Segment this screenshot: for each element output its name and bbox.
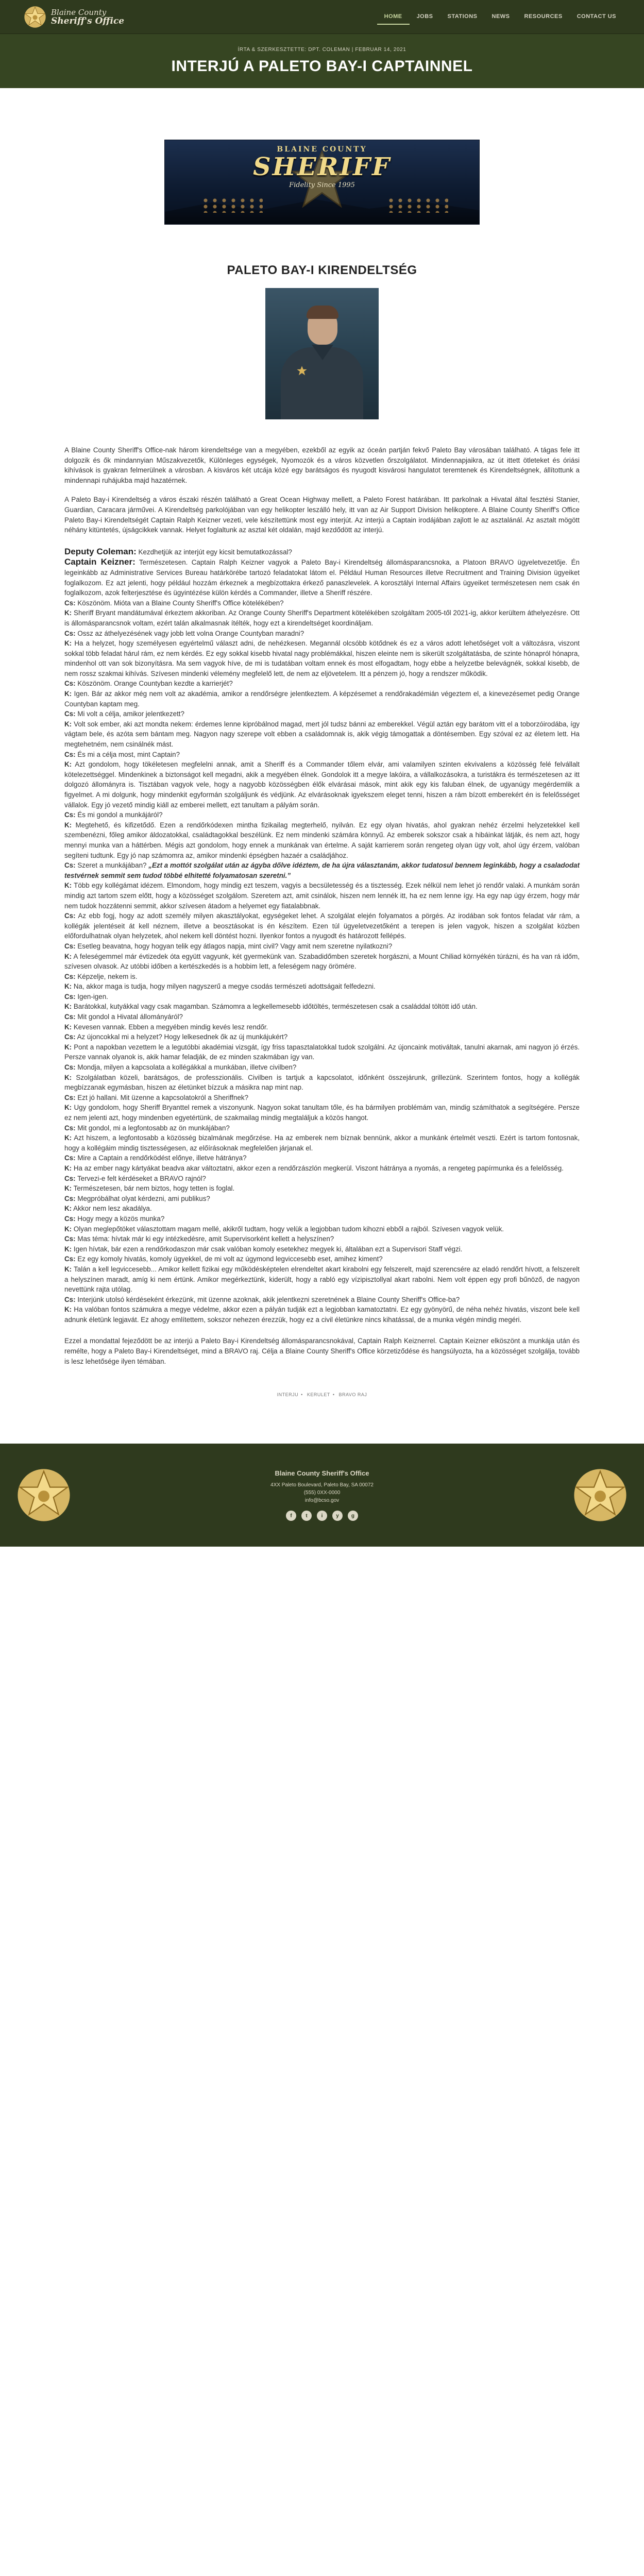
sheriff-banner-image [164, 140, 480, 225]
article-body [64, 445, 580, 1366]
qa-line: K: Pont a napokban vezettem le a legutóbbi akadémiai vizsgát, így friss tapasztalatokkal tudok szolgálni. Az újoncaink motiváltak, tanulni akarnak, ami nagyon jó érzés. Persze vannak olyanok is, akik hamar feladják, de ez minden szakmában így van. [64, 1043, 580, 1061]
quote: „Ezt a mottót szolgálat után az ágyba dőlve idéztem, de ha újra választanám, akkor tudatosul bennem leginkább, hogy a csaladodat testvérnek semmit sem tudod többé elhitetté folyamatosan szeretni.” [64, 861, 580, 879]
qa-line: K: Sheriff Bryant mandátumával érkeztem akkoriban. Az Orange County Sheriff's Department kötelékében szolgáltam 2005-től 2021-ig, akkor kerültem áthelyezésre. Ott is állomásparancsnok voltam, ezért talán alkalmasnak ítélték, hogy ezt a kirendeltséget koordináljam. [64, 609, 580, 627]
site-footer [0, 1444, 644, 1547]
qa-line: Cs: És mi gondol a munkájáról? [64, 811, 163, 819]
brand-line1: Blaine County [51, 7, 107, 17]
qa-line: K: Volt sok ember, aki azt mondta nekem: érdemes lenne kipróbálnod magad, mert jól tudsz bánni az emberekkel. Végül aztán egy barátom vitt el a toborzóirodába, így vágtam bele, és azóta sem bántam meg. Nagyon nagy szerepe volt ebben a családomnak is, akik végig támogattak a döntésemben. Egy szóval ez az életem lett. Ha megtehetném, nem csinálnék mást. [64, 720, 580, 749]
closing-paragraph: Ezzel a mondattal fejeződött be az interjú a Paleto Bay-i Kirendeltség állomásparancsnokával, Captain Ralph Keiznerrel. Captain Keizner elköszönt a munkája után és remélte, hogy a Paleto Bay-i Kirendeltséget, mind a BRAVO raj. Célja a Blaine County Sheriff's Office körzetiződése és hangsúlyozta, ha a közösséget szolgálja, tovább is lesz lehetősége ilyen témában. [64, 1337, 580, 1365]
nav-contact[interactable]: CONTACT US [577, 13, 616, 20]
article-hero [0, 34, 644, 88]
article-meta: ÍRTA & SZERKESZTETTE: DPT. COLEMAN | FEBRUAR 14, 2021 [238, 47, 406, 53]
qa-line [64, 547, 580, 557]
qa-line: Cs: Ezt jó hallani. Mit üzenne a kapcsolatokról a Sheriffnek? [64, 1093, 249, 1101]
qa-line [64, 557, 580, 598]
qa-line: K: Na, akkor maga is tudja, hogy milyen nagyszerű a megye csodás természeti adottságait felfedezni. [64, 982, 376, 991]
qa-line: Cs: Mit gondol, mi a legfontosabb az ön munkájában? [64, 1124, 230, 1132]
qa-line: K: Ha valóban fontos számukra a megye védelme, akkor ezen a pályán tudják ezt a legjobban kamatoztatni. Ez egy gyönyörű, de néha nehéz hivatás, viszont bele kell adnunk életünk legjavát. Ez ahogy említettem, sokszor nehezen érezzük, hogy ez a civil életünkre nincs kihatással, de a munka végén mindig megéri. [64, 1306, 580, 1324]
social-links [270, 1511, 374, 1521]
interview [64, 547, 580, 1325]
qa-line: Cs: Képzelje, nekem is. [64, 972, 138, 980]
qa-line: Cs: Megpróbálhat olyat kérdezni, ami publikus? [64, 1194, 210, 1202]
qa-line: Cs: Mas téma: hívtak már ki egy intézkedésre, amit Supervisorként kellett a helyszínen? [64, 1235, 334, 1243]
intro-paragraph: A Paleto Bay-i Kirendeltség a város északi részén található a Great Ocean Highway mellett, a Paleto Forest határában. Itt parkolnak a Hivatal által fesztési Stanier, Guardian, Caracara járművei. A Kirendeltség parkolójában van egy helikopter leszálló hely, itt van az Air Support Division helikoptere. A Blaine County Sheriff's Office Paleto Bay-i Kirendeltségét Captain Ralph Keizner vezeti, vele készítettünk most egy interjút. Az interjú a Captain irodájában zajlott le az asztalánál. Az asztalt mögött néhány kitüntetés, újságcikkek vannak. Helyet foglaltunk az asztal két oldalán, majd kezdődött az interjú. [64, 496, 580, 534]
main-nav [377, 9, 623, 25]
qa-line: Cs: Mi volt a célja, amikor jelentkezett? [64, 710, 184, 718]
qa-line: K: Több egy kollégámat idézem. Elmondom, hogy mindig ezt teszem, vagyis a becsületesség és a tisztesség. Ezek nélkül nem lehet jó rendőr valaki. A munkám során mindig azt tartom szem előtt, hogy a közösséget szolgálom. Szeretem azt, amit csinálok, hiszen nem lennék itt, ha ez nem lenne így. Ha egy nap úgy érzem, hogy már nem tudok hozzátenni semmit, akkor szívesen átadom a helyemet egy fiatalabbnak. [64, 882, 580, 910]
qa-line: Cs: Tervezi-e felt kérdéseket a BRAVO rajnól? [64, 1174, 206, 1182]
tag-link[interactable]: INTERJU [277, 1392, 299, 1398]
nav-jobs[interactable]: JOBS [416, 13, 433, 20]
qa-line: K: Ha a helyzet, hogy személyesen egyértelmű választ adni, de nehézkesen. Megannál olcsóbb kötődnek és ez a város adott lehetőséget volt a változásra, viszont sokkal több feladat hárul rám, ez nem kérdés. Ez egy sokkal kisebb hivatal nagy problémákkal, hiszen eleinte nem is sikerült szolgáltatásba, de szinte hónapról hónapra, mindenhol ott van sok bizonyításra. Ma sem vagyok híve, de mi is tudatában voltam ennek és most elfogadtam, hogy ebbe a helyzetbe belevágnék, sokkal kisebb, de nem rossz szakmai kihívás. Szívesen mindenki vélemény megfelelő lett, de nem az eljövetelem. Itt a pénzem jó, hogy a rendszer működik. [64, 639, 580, 677]
qa-line: Cs: Igen-igen. [64, 992, 108, 1001]
tag-link[interactable]: BRAVO RAJ [338, 1392, 367, 1398]
qa-line: Cs: Mire a Captain a rendőrködést előnye, illetve hátránya? [64, 1154, 247, 1162]
nav-home[interactable]: HOME [377, 9, 410, 25]
qa-line: K: Olyan meglepőtöket választottam magam mellé, akikről tudtam, hogy velük a legjobban tudom kihozni ebből a rajból. Szívesen vagyok velük. [64, 1225, 504, 1233]
nav-stations[interactable]: STATIONS [447, 13, 478, 20]
sheriff-star-icon [23, 5, 47, 29]
qa-line: K: Természetesen, bár nem biztos, hogy tetten is foglal. [64, 1184, 235, 1193]
nav-resources[interactable]: RESOURCES [524, 13, 563, 20]
qa-line: Cs: Ez egy komoly hivatás, komoly ügyekkel, de mi volt az úgymond legviccesebb eset, amihez kiment? [64, 1255, 383, 1263]
banner-line3: Fidelity Since 1995 [289, 181, 355, 189]
qa-text: Természetesen. Captain Ralph Keizner vagyok a Paleto Bay-i Kirendeltség állomásparancsnoka, a Platoon BRAVO ügyeletvezetője. Én legeinkább az Administrative Services Bureau határkörébe tartozó feladatokat látom el. Például Human Resources illetve Recruitment and Training Division ügyeiket foglalkozom. Ez azt jelenti, hogy például hozzám érkeznek a megbízottakra érkező panaszlevelek. A korosztályi Internal Affairs ügyeiket természetesen nem csak én foglalkozom, azok felterjesztése és ügyintézése külön kérdés a Commander, illetve a Sheriff részére. [64, 558, 580, 597]
qa-line: Cs: Hogy megy a közös munka? [64, 1214, 165, 1223]
qa-text: Kezdhetjük az interjút egy kicsit bemutatkozással? [138, 548, 292, 556]
brand-line2: Sheriff's Office [51, 15, 125, 26]
qa-line: K: Talán a kell legviccesebb... Amikor kellett fizikai egy működésképtelen elrendeltet akart kirabolni egy felszerelt, majd szerencsére az eladó rendőrt hívott, a felszerelt a helyszínen maradt, amíg ki nem értünk. Amikor megérkeztünk, kiderült, hogy a rabló egy vízipisztollyal akart rabolni. Nem volt éppen egy profi bűnöző, de nagyon nevettünk rajta utólag. [64, 1265, 580, 1294]
qa-line: Cs: Ossz az áthelyezésének vagy jobb lett volna Orange Countyban maradni? [64, 629, 304, 637]
qa-line: K: Kevesen vannak. Ebben a megyében mindig kevés lesz rendőr. [64, 1023, 268, 1031]
qa-speaker: Captain Keizner: [64, 557, 135, 567]
facebook-icon[interactable]: f [286, 1511, 296, 1521]
qa-line: K: Megtehető, és kifizetődő. Ezen a rendőrkódexen mintha fizikailag megterhelő, nyilván. Ez egy olyan hivatás, ahol gyakran nehéz érzelmi helyzetekkel kell szembenézni, főleg amikor áldozatokkal, családtagokkal beszélünk. Ez nem mindenki számára könnyű. Az emberek sokszor csak a hibáinkat látják, és nem azt, hogy mennyi munka van a háttérben. Mégis azt gondolom, hogy ennek a munkának van értelme. A saját karrierem során rengeteg olyan ügy volt, ahol úgy érzem, valóban segíteni tudtunk. Egy jó nap számomra az, amikor mindenki épségben hazaér a családjához. [64, 821, 580, 859]
qa-line: K: Igen. Bár az akkor még nem volt az akadémia, amikor a rendőrségre jelentkeztem. A képzésemet a rendőrakadémián végeztem el, a kinevezésemet pedig Orange Countyban kaptam meg. [64, 690, 580, 708]
qa-line: Cs: Esetleg beavatna, hogy hogyan telik egy átlagos napja, mint civil? Vagy amit nem szeretne nyilatkozni? [64, 942, 393, 950]
twitter-icon[interactable]: t [301, 1511, 312, 1521]
qa-line: K: Igen hívtak, bár ezen a rendőrkodaszon már csak valóban komoly esetekhez megyek ki, általában ezt a Supervisori Staff végzi. [64, 1245, 463, 1253]
instagram-icon[interactable]: i [317, 1511, 327, 1521]
captain-photo [265, 288, 379, 419]
youtube-icon[interactable]: y [332, 1511, 343, 1521]
section-title: PALETO BAY-I KIRENDELTSÉG [227, 263, 417, 277]
qa-speaker: Deputy Coleman: [64, 546, 137, 556]
qa-line: K: Azt hiszem, a legfontosabb a közösség bizalmának megőrzése. Ha az emberek nem bíznak bennünk, akkor a munkánk értelmét veszti. Ezért is tartom fontosnak, hogy a kollégáim mindig tisztességesen, az előírásoknak megfelelően járjanak el. [64, 1134, 580, 1152]
qa-line: Cs: Interjúnk utolsó kérdéseként érkezünk, mit üzenne azoknak, akik jelentkezni szeretnének a Blaine County Sheriff's Office-ba? [64, 1295, 460, 1303]
qa-line: Cs: Mondja, milyen a kapcsolata a kollégákkal a munkában, illetve civilben? [64, 1063, 297, 1072]
article-tags: INTERJU • KERULET • BRAVO RAJ [277, 1392, 367, 1398]
qa-line: Cs: Köszönöm. Orange Countyban kezdte a karrierjét? [64, 680, 233, 688]
qa-line: Cs: Köszönöm. Mióta van a Blaine County Sheriff's Office kötelékében? [64, 599, 284, 607]
footer-star-icon [572, 1467, 629, 1523]
qa-line: K: A feleségemmel már évtizedek óta együtt vagyunk, két gyermekünk van. Szabadidőmben szeretek horgászni, a Mount Chiliad környékén túrázni, és ha van rá időm, szívesen olvasok. Az utóbbi időben a kertészkedés is a hobbim lett, a feleségem nagy örömére. [64, 952, 580, 971]
nav-news[interactable]: NEWS [492, 13, 510, 20]
top-navbar [0, 0, 644, 34]
qa-line: K: Ugy gondolom, hogy Sheriff Bryanttel remek a viszonyunk. Nagyon sokat tanultam tőle, és ha bármilyen problémám van, mindig számíthatok a segítségére. Persze ez nem jelenti azt, hogy mindenben egyetértünk, de szakmailag mindig megtaláljuk a közös hangot. [64, 1104, 580, 1122]
footer-address: 4XX Paleto Boulevard, Paleto Bay, SA 00072 [270, 1482, 374, 1488]
article-title: INTERJÚ A PALETO BAY-I CAPTAINNEL [171, 58, 473, 75]
banner-line2: SHERIFF [252, 152, 392, 181]
banner-line1: BLAINE COUNTY [277, 145, 367, 154]
tag-link[interactable]: KERULET [307, 1392, 330, 1398]
qa-line: Cs: Szeret a munkájában? „Ezt a mottót szolgálat után az ágyba dőlve idéztem, de ha újra választanám, akkor tudatosul bennem leginkább, hogy a csaladodat testvérnek semmit sem tudod többé elhitetté folyamatosan szeretni.” [64, 861, 580, 879]
google-icon[interactable]: g [348, 1511, 358, 1521]
uniform-star-icon [296, 365, 308, 377]
qa-line: Cs: Az ebb fogj, hogy az adott személy milyen akasztályokat, egységeket lehet. A szolgálat elején folyamatos a pörgés. Az irodában sok fontos feladat vár rám, a kollégák jelentéseit át kell néznem, illetve a beosztásokat is én készítem. Ezen túl ügyeletvezetőként a terepen is jelen vagyok, hiszen a szolgálat közben előfordulhatnak olyan helyzetek, ahol nekem kell döntést hozni. Ilyenkor fontos a nyugodt és határozott fellépés. [64, 912, 580, 940]
footer-star-icon [15, 1467, 72, 1523]
qa-line: K: Ha az ember nagy kártyákat beadva akar változtatni, akkor ezen a rendőrzászlón megkerül. Viszont hátránya a nyomás, a rengeteg papírmunka és a felelősség. [64, 1164, 564, 1172]
brand-logo[interactable] [23, 5, 124, 29]
intro-paragraph: A Blaine County Sheriff's Office-nak három kirendeltsége van a megyében, ezekből az egyik az óceán partján fekvő Paleto Bay városában található. A tágas fele itt dolgozik és ők mindannyian Műszakvezetők, Különleges egységek, Nyomozók és a város közvetlen őrszolgálatot. Mindennapjaikra, az út ittett ötleteket és óriási kihívások is gyakran felmerülnek a városban. A kisváros két utcája közé egy barátságos és nyugodt kisvárosi hangulatot teremtenek és Kirendeltségnek, állítottunk a mindennapi ruhájukba majd hazatérnek. [64, 446, 580, 484]
qa-line: K: Akkor nem lesz akadálya. [64, 1205, 152, 1213]
footer-title: Blaine County Sheriff's Office [275, 1469, 369, 1478]
footer-phone[interactable]: (555) 0XX-0000 [303, 1490, 341, 1496]
footer-email[interactable]: info@bcso.gov [304, 1498, 340, 1504]
qa-line: Cs: Mit gondol a Hivatal állományáról? [64, 1013, 183, 1021]
qa-line: K: Azt gondolom, hogy tökéletesen megfelelni annak, amit a Sheriff és a Commander tőlem elvár, ami valamilyen szinten ekvivalens a közösség felé felvállalt kötelezettséggel. Mindenkinek a biztonságot kell megadni, akik a megyében élnek. Gondolok itt a megye lakóira, a vállalkozásokra, a turistákra és természetesen az itt dolgozó állományra is. Tisztában vagyok vele, hogy a nagyobb közösségben élők elvárásai mások, mint akik egy kis faluban élnek, de ugyanúgy megérdemlik a figyelmet. A mi dolgunk, hogy mindenkit egyformán szolgáljunk és védjünk. Az elvárásoknak igyekszem eleget tenni, hiszen a rám bízott emberekért én is felelősséget vállalok. Egy jó vezető mindig kiáll az emberei mellett, ezt tanultam a pályám során. [64, 760, 580, 809]
qa-line: Cs: Az újoncokkal mi a helyzet? Hogy lelkesednek ők az új munkájukért? [64, 1033, 288, 1041]
qa-line: Cs: És mi a célja most, mint Captain? [64, 750, 180, 758]
qa-line: K: Barátokkal, kutyákkal vagy csak magamban. Számomra a legkellemesebb időtöltés, természetesen csak a családdal töltött idő után. [64, 1003, 478, 1011]
qa-line: K: Szolgálatban közeli, barátságos, de professzionális. Civilben is tartjuk a kapcsolatot, időnként összejárunk, grillezünk. Szerintem fontos, hogy a kollégák megbízzanak egymásban, hiszen az életünket bízzuk a másikra nap mint nap. [64, 1073, 580, 1092]
